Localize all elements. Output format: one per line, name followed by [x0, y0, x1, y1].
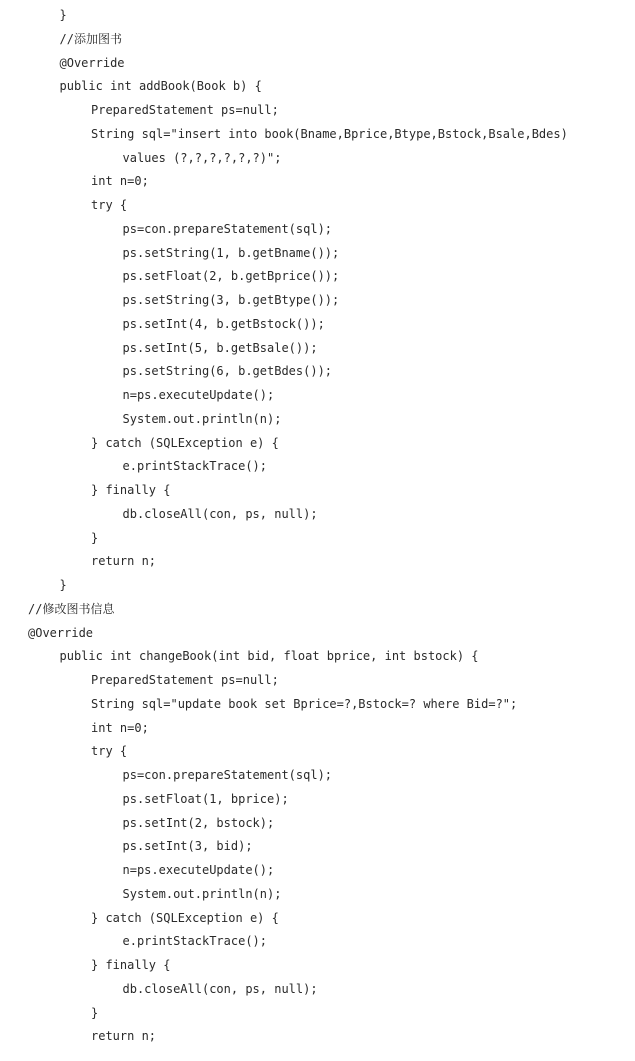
code-line: return n; — [91, 1029, 157, 1044]
code-line: n=ps.executeUpdate(); — [122, 388, 275, 402]
code-line: db.closeAll(con, ps, null); — [122, 506, 318, 521]
code-line: } — [59, 8, 67, 22]
code-line: public int addBook(Book b) { — [59, 79, 262, 94]
code-line: ps=con.prepareStatement(sql); — [122, 768, 333, 782]
code-line: ps.setFloat(2, b.getBprice()); — [122, 269, 340, 284]
code-line: } catch (SQLException e) { — [91, 435, 279, 450]
code-line: values (?,?,?,?,?,?)"; — [122, 150, 282, 165]
code-line: PreparedStatement ps=null; — [91, 673, 279, 687]
code-line: } — [91, 530, 99, 545]
code-line: ps=con.prepareStatement(sql); — [122, 221, 333, 236]
code-line: } — [91, 1005, 99, 1020]
code-line: String sql="insert into book(Bname,Bprice,Btype,Bstock,Bsale,Bdes) — [91, 126, 568, 141]
code-line: } finally { — [91, 958, 171, 972]
code-line: int n=0; — [91, 720, 149, 735]
code-line: try { — [91, 744, 128, 759]
code-line: n=ps.executeUpdate(); — [122, 863, 275, 877]
code-line: ps.setString(1, b.getBname()); — [122, 245, 340, 260]
code-line: public int changeBook(int bid, float bprice, int bstock) { — [59, 649, 479, 664]
code-line: System.out.println(n); — [122, 411, 282, 426]
code-line: } catch (SQLException e) { — [91, 910, 279, 925]
code-line: int n=0; — [91, 174, 149, 189]
code-line: db.closeAll(con, ps, null); — [122, 981, 318, 996]
code-line: ps.setFloat(1, bprice); — [122, 791, 289, 806]
code-line: e.printStackTrace(); — [122, 459, 267, 474]
code-line: String sql="update book set Bprice=?,Bstock=? where Bid=?"; — [91, 696, 518, 711]
code-line: try { — [91, 198, 128, 212]
code-line: } finally { — [91, 483, 171, 497]
code-line: ps.setString(3, b.getBtype()); — [122, 293, 340, 307]
code-line: e.printStackTrace(); — [122, 934, 267, 949]
code-line: PreparedStatement ps=null; — [91, 103, 279, 117]
code-line: ps.setInt(2, bstock); — [122, 815, 275, 830]
code-line: } — [59, 578, 67, 592]
code-line: System.out.println(n); — [122, 886, 282, 901]
code-line: @Override — [59, 55, 125, 70]
code-line: //添加图书 — [59, 31, 122, 46]
code-line: ps.setInt(5, b.getBsale()); — [122, 340, 318, 355]
code-line: @Override — [28, 625, 94, 640]
code-line: ps.setInt(3, bid); — [122, 839, 253, 854]
code-line: //修改图书信息 — [28, 601, 115, 616]
code-line: return n; — [91, 554, 157, 569]
code-line: ps.setString(6, b.getBdes()); — [122, 364, 333, 379]
code-line: ps.setInt(4, b.getBstock()); — [122, 316, 325, 331]
